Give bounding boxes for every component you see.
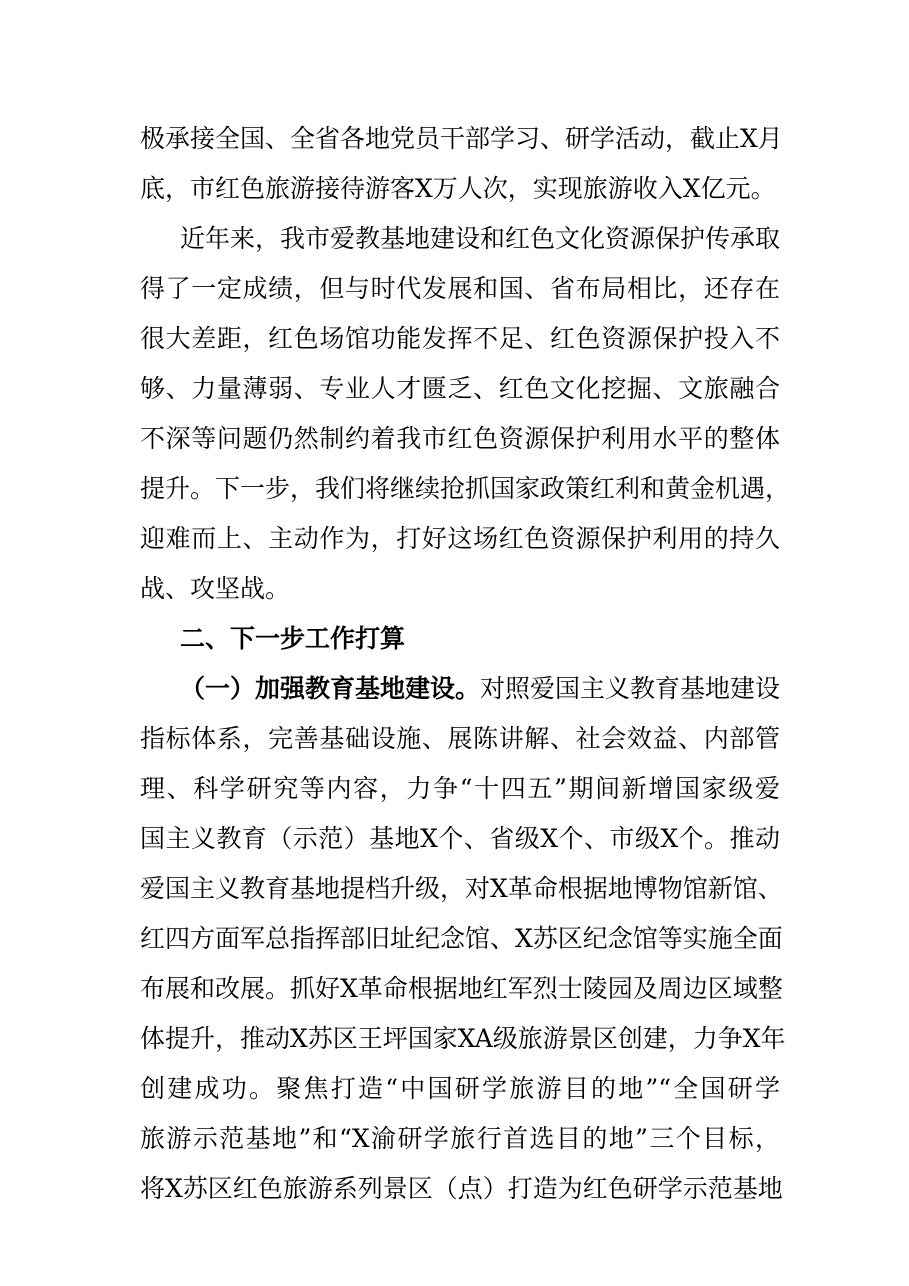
paragraph-line: 布展和改展。抓好X革命根据地红军烈士陵园及周边区域整: [140, 974, 783, 1003]
paragraph-line: 战、攻坚战。: [140, 574, 291, 603]
paragraph-line: 不深等问题仍然制约着我市红色资源保护利用水平的整体: [140, 424, 780, 453]
document-body: [140, 114, 791, 1214]
paragraph-line: 得了一定成绩，但与时代发展和国、省布局相比，还存在: [140, 274, 780, 303]
paragraph-line: 极承接全国、全省各地党员干部学习、研学活动，截止X月: [140, 124, 783, 153]
paragraph-line: 提升。下一步，我们将继续抢抓国家政策红利和黄金机遇，: [140, 474, 791, 503]
paragraph-line: 旅游示范基地”和“X渝研学旅行首选目的地”三个目标，: [140, 1124, 780, 1153]
paragraph-line: 爱国主义教育基地提档升级，对X革命根据地博物馆新馆、: [140, 874, 783, 903]
paragraph-line: 红四方面军总指挥部旧址纪念馆、X苏区纪念馆等实施全面: [140, 924, 783, 953]
paragraph-line: 理、科学研究等内容，力争“十四五”期间新增国家级爱: [140, 774, 780, 803]
paragraph-line: 迎难而上、主动作为，打好这场红色资源保护利用的持久: [140, 524, 780, 553]
paragraph-line: 体提升，推动X苏区王坪国家XA级旅游景区创建，力争X年: [140, 1024, 786, 1053]
paragraph-line: 指标体系，完善基础设施、展陈讲解、社会效益、内部管: [140, 724, 780, 753]
paragraph-line: 够、力量薄弱、专业人才匮乏、红色文化挖掘、文旅融合: [140, 374, 780, 403]
paragraph-line: 创建成功。聚焦打造“中国研学旅游目的地”“全国研学: [140, 1074, 780, 1103]
paragraph-line: 底，市红色旅游接待游客X万人次，实现旅游收入X亿元。: [140, 174, 776, 203]
subsection-first-line: [140, 664, 780, 714]
paragraph-line-rest: 对照爱国主义教育基地建设: [480, 674, 781, 703]
paragraph-line: 很大差距，红色场馆功能发挥不足、红色资源保护投入不: [140, 324, 780, 353]
subsection-title: （一）加强教育基地建设。: [180, 674, 481, 703]
paragraph-line: 近年来，我市爱教基地建设和红色文化资源保护传承取: [180, 224, 781, 253]
paragraph-line: 将X苏区红色旅游系列景区（点）打造为红色研学示范基地: [140, 1174, 783, 1203]
paragraph-line: 国主义教育（示范）基地X个、省级X个、市级X个。推动: [140, 824, 780, 853]
section-heading: 二、下一步工作打算: [180, 624, 406, 653]
